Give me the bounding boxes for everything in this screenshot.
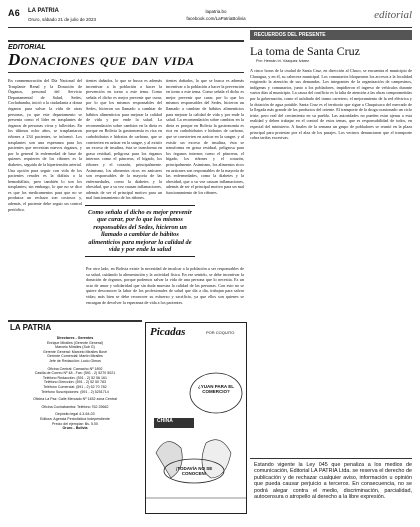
staff-line: Teléfono Dirección: (591 - 2) 52 50 783 bbox=[43, 380, 107, 385]
staff-box-title: LA PATRIA bbox=[10, 323, 52, 332]
editorial-pullquote: Como señala el dicho es mejor prevenir que curar, por lo que los mismos responsables del Sedes, hicieron un llamado a cambiar de hábitos alimenticios para mejorar la calidad de vida y por ende la salud bbox=[85, 205, 195, 257]
staff-line: Teléfono Redacción: (591 - 2) 52 56 161 bbox=[42, 375, 108, 380]
staff-line: Precio del ejemplar: Bs. 5.00 bbox=[52, 421, 98, 426]
column-body: A cinco horas de la ciudad de Santa Cruz, en dirección al Chaco, se encuentra el municipio de Charagua, y en él, su cabecera municipal. Los comunarios bloquearon los accesos a la localidad exigiendo la atención de sus demandas. Los integrantes de la organización de campesinos, indígenas y comunarios, junto a los pobladores, impidieron el ingreso de vehículos durante varios días al municipio. La causa del conflicto es la falta de atención a las obras comprometidas por la gobernación, como el asfaltado del tramo carretero, el mejoramiento de la red eléctrica y la dotación de agua potable. Santa Cruz es el territorio que sigue a Chuquisaca del mercado de la llegada más grande de los productos del oriente. El transporte de la droga ocasionado un ciclo triste, pero real del crecimiento en su pueblo. Las autoridades no pueden estar ajenas a esta realidad y deben trabajar en el control de estos temas, que es responsabilidad de todos, en especial del ministerio. A finales de la semana un grupo de pobladores se reunió en la plaza principal para protestar por el alza de los pasajes. Los vecinos denunciaron que el transporte cobra tarifas excesivas. bbox=[250, 68, 412, 141]
editorial-column-1: En conmemoración del Día Nacional del Trasplante Renal y la Donación de Órganos, personal del Servicio Departamental de Salud, Sedes, Cochabamba, inició a la ciudadanía a donar órganos para salvar la vida de otras personas, ya que este departamento se presenta como el líder en trasplantes de órganos de personas vivas y fallecidas. En los últimos ocho años, se trasplantaron riñones a 234 pacientes, se informó. Los trasplantes son una esperanza para los pacientes que necesitan nuevos órganos, y por lo general la enfermedad de base de quienes requieren de los riñones es la diabetes, seguida de la hipertensión arterial. Una opción para seguir con vida de los pacientes renales es la diálisis o la hemodiálisis, pero también lo son los trasplantes; sin embargo, lo que no se dice es que los medicamentos para que no se produzca un rechazo son costosos y, además, el paciente debe seguir un control periódico. bbox=[8, 78, 82, 212]
header-divider bbox=[8, 27, 412, 28]
staff-line: Jefe de Redacción: Lucio Olmos bbox=[49, 358, 101, 363]
staff-line: Editora: Agencia Periodística Independiente bbox=[40, 416, 110, 421]
staff-line: Depósito legal 4-3-64-03 bbox=[55, 412, 95, 417]
staff-top-rule bbox=[8, 320, 142, 322]
staff-line: Gerente Comercial: Martín Miralles bbox=[47, 354, 103, 359]
cartoon-label: CHINA bbox=[157, 418, 173, 424]
website-link[interactable]: lapatria.bo bbox=[205, 9, 227, 14]
cartoon-bubble-2: ¡TODAVÍA NO SE CONOCEN! bbox=[175, 466, 213, 476]
brand-logo: LA PATRIA bbox=[28, 8, 59, 14]
staff-line: Oruro - Bolivia bbox=[62, 426, 88, 431]
headline-rule bbox=[8, 72, 244, 73]
editorial-top-rule bbox=[8, 40, 244, 42]
staff-line: Oficina Cochabamba: Teléfono 762 25662 bbox=[41, 404, 109, 409]
page-number: A6 bbox=[8, 8, 20, 18]
staff-line: Casilla de Correo Nº 48 - Fax: (591 - 2) 5270 5021 bbox=[34, 371, 116, 376]
column-author: Por: Hernán Iri. Vázquez Ivárez bbox=[256, 59, 309, 63]
editorial-column-3: Por otro lado, en Bolivia existe la necesidad de inculcar a la población a ser responsables de su salud, cuidando la alimentación y la actividad física. En ese sentido, se debe incentivar la donación de órganos, porque podemos salvar la vida de una persona que lo necesita. Es un acto de amor y solidaridad que sin duda muestra la calidad de las personas. Con esto no se quiere desconocer la labor de los profesionales de salud que día a día, trabajan para salvar vidas; más bien se debe reconocer su esfuerzo y sacrificio, ya que ellos son quienes se encargan de devolver la esperanza de vida a los pacientes. bbox=[86, 266, 244, 305]
staff-line: Teléfono Suscripciones: (591 - 2) 5251714 bbox=[41, 389, 109, 394]
staff-line: Teléfono Comercial: (591 - 2) 52 70 782 bbox=[43, 384, 107, 389]
cartoon-title: Picadas bbox=[150, 326, 186, 338]
staff-list bbox=[8, 336, 142, 431]
staff-line: Marcelo Miralles (Sub G) bbox=[55, 345, 95, 350]
editorial-column-2b: tientes dañados, lo que se busca es además incentivar a la población a hacer la prevención en torno a este tema. Como señala el dicho es mejor prevenir que curar, por lo que los mismos responsables del Sedes, hicieron un llamado a cambiar de hábitos alimenticios para mejorar la calidad de vida y por ende la salud. La recomendación sobre cambios en la dieta es porque en Bolivia la gastronomía es rica en carbohidratos e hidratos de carbono, que se convierten en azúcar en la sangre, y al existir un exceso de insulina, ésta se transforma en grasa residual, peligrosa para los órganos internos como el páncreas, el hígado, los riñones y el corazón, principalmente. Asimismo, los alimentos ricos en azúcares son responsables de la mayoría de las enfermedades, como la diabetes y la obesidad, que a su vez causan inflamaciones, además de ser el principal motivo para un mal funcionamiento de los riñones. bbox=[166, 78, 244, 195]
edition-date: Oruro, sábado 21 de julio de 2023 bbox=[28, 17, 97, 22]
staff-line: Oficina La Paz: Calle Mercado Nº 1452 zona Central bbox=[33, 397, 117, 402]
editorial-column-2: tientes dañados, lo que se busca es además incentivar a la población a hacer la prevención en torno a este tema. Como señala el dicho es mejor prevenir que curar, por lo que los mismos responsables del Sedes, hicieron un llamado a cambiar de hábitos alimenticios para mejorar la calidad de vida y por ende la salud. La recomendación sobre cambios en la dieta es porque en Bolivia la gastronomía es rica en carbohidratos e hidratos de carbono, que se convierten en azúcar en la sangre, y al existir un exceso de insulina, ésta se transforma en grasa residual, peligrosa para los órganos internos como el páncreas, el hígado, los riñones y el corazón, principalmente. Asimismo, los alimentos ricos en azúcares son responsables de la mayoría de las enfermedades, como la diabetes y la obesidad, que a su vez causan inflamaciones, además de ser el principal motivo para un mal funcionamiento de los riñones. bbox=[86, 78, 162, 200]
column-banner: RECUERDOS DEL PRESENTE bbox=[250, 30, 412, 40]
editorial-label: EDITORIAL bbox=[8, 44, 46, 51]
legal-notice: Estando vigente la Ley 045 que penaliza a los medios de comunicación, Editorial LA PATRIA Ltda. se reserva el derecho de publicación y de rechazar cualquier aviso, información u opinión que pueda causar perjuicio a terceros. En consecuencia, no se podrá alegar contra el medio, discriminación, parcialidad, autocensura o atropello al derecho a la libre expresión. bbox=[254, 462, 412, 501]
section-title: editorial bbox=[374, 9, 412, 21]
cartoon-bubble-1: ¿YUAN PARA EL COMERCIO? bbox=[198, 384, 234, 394]
staff-line: Gerente General: Marcelo Miralles Bové bbox=[42, 349, 108, 354]
staff-line: Oficina Central: Camacho Nº 1892 bbox=[47, 366, 103, 371]
staff-line: Enrique Miralles (Gerente General) bbox=[47, 340, 103, 345]
staff-line: Directores - Gerentes bbox=[56, 336, 94, 340]
editorial-headline: Donaciones que dan vida bbox=[8, 50, 195, 69]
cartoon-author: POR COQUITO bbox=[206, 330, 235, 335]
notice-rule bbox=[250, 458, 412, 459]
column-headline: La toma de Santa Cruz bbox=[250, 44, 360, 58]
facebook-link[interactable]: facebook.com/LaPatriaBolivia bbox=[186, 16, 246, 21]
